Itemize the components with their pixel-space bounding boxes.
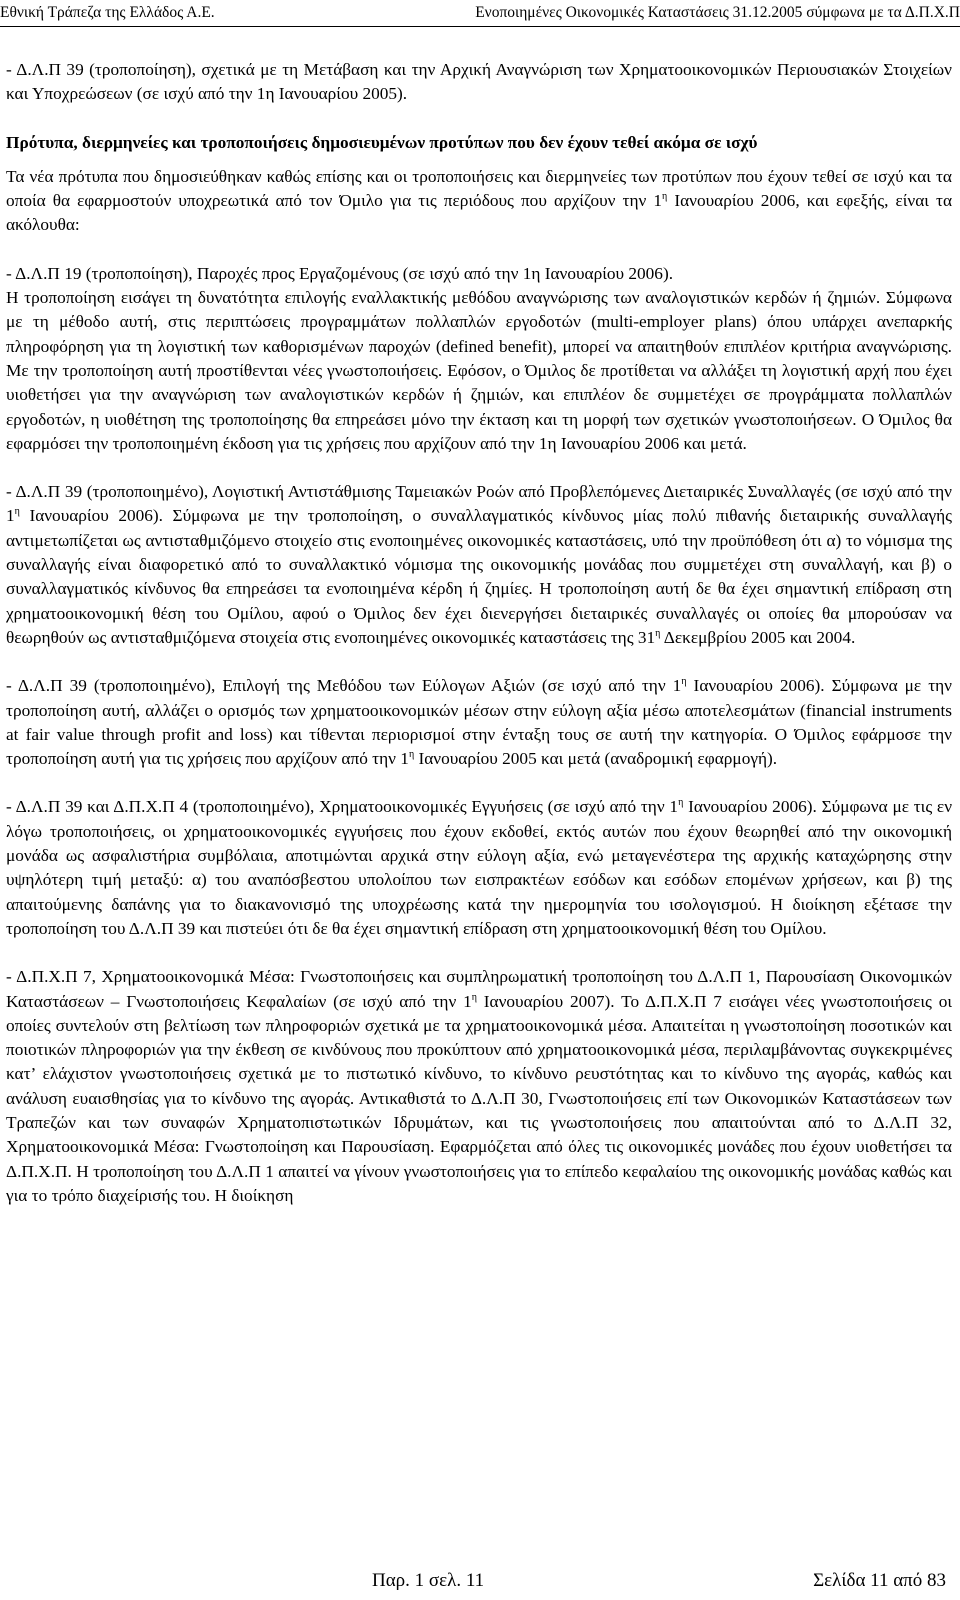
ordinal-superscript: η	[471, 991, 477, 1003]
footer-paragraph-ref: Παρ. 1 σελ. 11	[372, 1570, 485, 1591]
ias39-hedge-text-end: Δεκεμβρίου 2005 και 2004.	[660, 627, 856, 647]
page-footer	[0, 1560, 960, 1600]
item-ias39-fair-value-option	[6, 674, 952, 771]
ias39-fv-text-end: Ιανουαρίου 2005 και μετά (αναδρομική εφαρμογή).	[414, 749, 778, 769]
ias39-ifrs4-text-cont: Ιανουαρίου 2006). Σύμφωνα με τις εν λόγω τροποποιήσεις, οι χρηματοοικονομικές εγγυήσεις που έχουν εκδοθεί, εκτός αυτών που έχουν θεωρηθεί από την οικονομική μονάδα ως ασφαλιστήρια συμβόλαια, αποτιμώνται αρχικά στην εύλογη αξία, ενώ μεταγενέστερα της αρχικής καταχώρησης στην υψηλότερη τιμή μεταξύ: α) του αναπόσβεστου υπολοίπου των εισπρακτέων εσόδων και εσόδων επομένων χρήσεων, και β) της απαιτούμενης δαπάνης για το διακανονισμό της υποχρέωσης κατά την ημερομηνία του ισολογισμού. Η διοίκηση εξέτασε την τροποποίηση του Δ.Λ.Π 39 και πιστεύει ότι δε θα έχει σημαντική επίδραση στη χρηματοοικονομική θέση του Ομίλου.	[6, 797, 953, 938]
ifrs7-text: - Δ.Π.Χ.Π 7, Χρηματοοικονομικά Μέσα: Γνωστοποιήσεις και συμπληρωματική τροποποίηση του Δ.Λ.Π 1, Παρουσίαση Οικονομικών Καταστάσεων – Γνωστοποιήσεις Κεφαλαίων (σε ισχύ από την 1	[6, 967, 952, 1011]
ias39-hedge-text: - Δ.Λ.Π 39 (τροποποιημένο), Λογιστική Αντιστάθμισης Ταμειακών Ροών από Προβλεπόμενες Διεταιρικές Συναλλαγές (σε ισχύ από την 1	[6, 482, 952, 526]
ifrs7-text-cont: Ιανουαρίου 2007). Το Δ.Π.Χ.Π 7 εισάγει νέες γνωστοποιήσεις οι οποίες συντελούν στη βελτίωση των πληροφοριών σχετικά με τα χρηματοοικονομικά μέσα. Απαιτείται η γνωστοποίηση ποσοτικών και ποιοτικών πληροφοριών για την έκθεση σε κινδύνους που προκύπτουν από χρηματοοικονομικά μέσα, περιλαμβάνοντας συγκεκριμένες κατ’ ελάχιστον γνωστοποιήσεις σχετικά με το πιστωτικό κίνδυνο, το κίνδυνο ρευστότητας και το κίνδυνο της αγοράς, καθώς και ανάλυση ευαισθησίας για το κίνδυνο της αγοράς. Αντικαθιστά το Δ.Λ.Π 30, Γνωστοποιήσεις επί των Οικονομικών Καταστάσεων των Τραπεζών και των συναφών Χρηματοπιστωτικών Ιδρυμάτων, και τις γνωστοποιήσεις που απαιτούνται από το Δ.Λ.Π 32, Χρηματοοικονομικά Μέσα: Γνωστοποίηση και Παρουσίαση. Εφαρμόζεται από όλες τις οικονομικές μονάδες που έχουν υιοθετήσει τα Δ.Π.Χ.Π. Η τροποποίηση του Δ.Λ.Π 1 απαιτεί να γίνουν γνωστοποιήσεις για το επίπεδο κεφαλαίου της οικονομικής μονάδας καθώς και για το τρόπο διαχείρισής του. Η διοίκηση	[6, 991, 952, 1205]
section-intro-text: Τα νέα πρότυπα που δημοσιεύθηκαν καθώς επίσης και οι τροποποιήσεις και διερμηνείες των προτύπων που έχουν τεθεί σε ισχύ και τα οποία θα εφαρμοστούν υποχρεωτικά από τον Όμιλο για τις περιόδους που αρχίζουν την 1	[6, 166, 952, 211]
section-heading: Πρότυπα, διερμηνείες και τροποποιήσεις δημοσιευμένων προτύπων που δεν έχουν τεθεί ακόμα σε ισχύ	[6, 132, 758, 152]
header-bank-name: Εθνική Τράπεζα της Ελλάδος Α.Ε.	[0, 4, 215, 21]
item-ias19-body: Η τροποποίηση εισάγει τη δυνατότητα επιλογής εναλλακτικής μεθόδου αναγνώρισης των αναλογιστικών κερδών ή ζημιών. Σύμφωνα με τη μέθοδο αυτή, στις περιπτώσεις προγραμμάτων πολλαπλών εργοδοτών (multi-employer plans) όπου υπάρχει ανεπαρκής πληροφόρηση για τη λογιστική των καθορισμένων παροχών (defined benefit), μπορεί να απαιτηθούν επιπλέον κριτήρια αναγνώρισης. Με την τροποποίηση αυτή προστίθενται νέες γνωστοποιήσεις. Εφόσον, ο Όμιλος δε προτίθεται να αλλάξει τη λογιστική αρχή που έχει υιοθετήσει για την αναγνώριση των αναλογιστικών κερδών ή ζημιών, και επιπλέον δε συμμετέχει σε προγράμματα πολλαπλών εργοδοτών, η υιοθέτηση της τροποποίησης θα επηρεάσει μόνο την έκταση και τη μορφή των σχετικών γνωστοποιήσεων. Ο Όμιλος θα εφαρμόσει την τροποποιημένη έκδοση για τις χρήσεις που αρχίζουν από την 1η Ιανουαρίου 2006 και μετά.	[6, 288, 952, 453]
ordinal-superscript: η	[14, 506, 20, 518]
ordinal-superscript: η	[678, 797, 684, 809]
item-ifrs7-disclosures	[6, 965, 952, 1208]
document-body	[6, 58, 952, 1208]
ias39-fv-text-cont: Ιανουαρίου 2006). Σύμφωνα με την τροποποίηση αυτή, αλλάζει ο ορισμός των χρηματοοικονομικών μέσων στην εύλογη αξία μέσω αποτελεσμάτων (financial instruments at fair value through profit and loss) και τίθενται περιορισμοί στην ένταξη τους σε αυτή την κατηγορία. Ο Όμιλος εφάρμοσε την τροποποίηση αυτή για τις χρήσεις που αρχίζουν από την 1	[6, 676, 953, 769]
page-header	[0, 0, 960, 27]
ordinal-superscript: η	[408, 749, 415, 761]
item-ias39-ifrs4-guarantees	[6, 795, 952, 941]
section-intro	[6, 165, 952, 238]
ias39-fv-text: - Δ.Λ.Π 39 (τροποποιημένο), Επιλογή της Μεθόδου των Εύλογων Αξιών (σε ισχύ από την 1	[6, 676, 682, 696]
header-document-title: Ενοποιημένες Οικονομικές Καταστάσεις 31.12.2005 σύμφωνα με τα Δ.Π.Χ.Π	[475, 4, 960, 21]
item-ias19-title: - Δ.Λ.Π 19 (τροποποίηση), Παροχές προς Εργαζομένους (σε ισχύ από την 1η Ιανουαρίου 2006).	[6, 263, 674, 283]
item-ias39-cash-flow-hedge	[6, 480, 952, 650]
ordinal-superscript: η	[681, 676, 687, 688]
section-intro-text-cont: Ιανουαρίου 2006, και εφεξής, είναι τα ακόλουθα:	[6, 191, 952, 235]
ias39-hedge-text-cont: Ιανουαρίου 2006). Σύμφωνα με την τροποποίηση, ο συναλλαγματικός κίνδυνος μίας πολύ πιθανής διεταιρικής συναλλαγής αντιμετωπίζεται ως αντισταθμιζόμενο στοιχείο στις ενοποιημένες οικονομικές καταστάσεις, υπό την προϋπόθεση ότι α) το νόμισμα της συναλλαγής είναι διαφορετικό από το συναλλακτικό νόμισμα της οικονομικής μονάδας που συμμετέχει στη συναλλαγή, και β) ο συναλλαγματικός κίνδυνος θα επηρεάσει τα ενοποιημένα κέρδη ή ζημίες. Η τροποποίηση αυτή δε θα έχει σημαντική επίδραση στη χρηματοοικονομική θέση του Ομίλου, αφού ο Όμιλος δεν έχει διενεργήσει διεταιρικές συναλλαγές οι οποίες θα μπορούσαν να θεωρηθούν ως αντισταθμιζόμενα στοιχεία στις ενοποιημένες οικονομικές καταστάσεις της 31	[6, 506, 952, 647]
footer-page-number: Σελίδα 11 από 83	[813, 1570, 946, 1591]
ias39-ifrs4-text: - Δ.Λ.Π 39 και Δ.Π.Χ.Π 4 (τροποποιημένο), Χρηματοοικονομικές Εγγυήσεις (σε ισχύ από την 1	[6, 797, 679, 817]
ordinal-superscript: η	[655, 628, 661, 640]
intro-item-ias39-transition: - Δ.Λ.Π 39 (τροποποίηση), σχετικά με τη Μετάβαση και την Αρχική Αναγνώριση των Χρηματοοικονομικών Περιουσιακών Στοιχείων και Υποχρεώσεων (σε ισχύ από την 1η Ιανουαρίου 2005).	[6, 60, 952, 104]
ordinal-superscript: η	[662, 191, 668, 203]
